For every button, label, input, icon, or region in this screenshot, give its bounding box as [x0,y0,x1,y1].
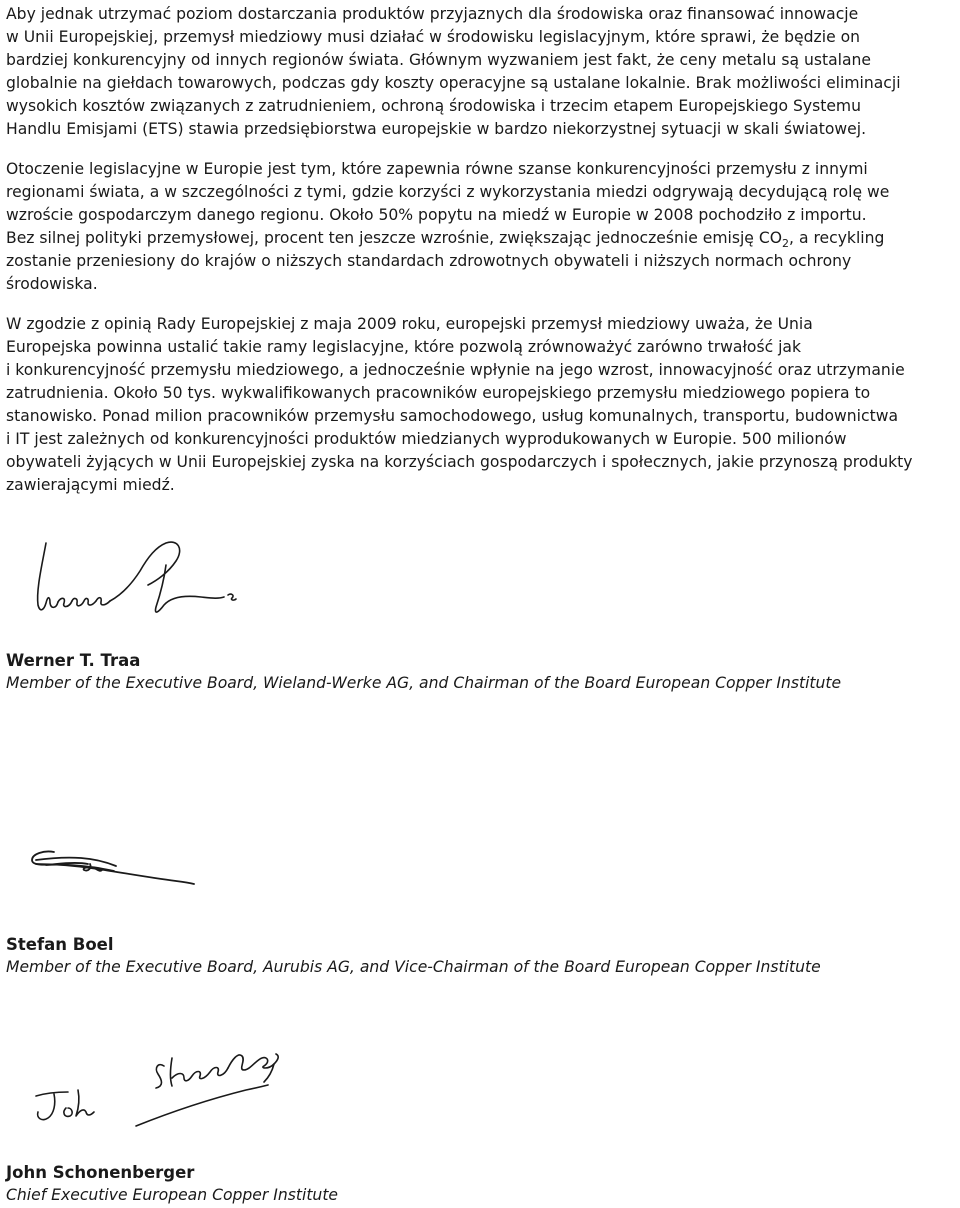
paragraph-1 [6,3,958,141]
text-line: stanowisko. Ponad milion pracowników przemysłu samochodowego, usług komunalnych, transportu, budownictwa [6,407,899,425]
text-line: regionami świata, a w szczególności z tymi, gdzie korzyści z wykorzystania miedzi odgrywają decydującą rolę we [6,183,890,201]
text-line: bardziej konkurencyjny od innych regionów świata. Głównym wyzwaniem jest fakt, że ceny metalu są ustalane [6,51,872,69]
letter-body [6,3,958,497]
signature-block-1 [6,535,946,694]
co2-line-after: , a recykling [789,229,885,247]
paragraph-3 [6,313,958,497]
handwritten-signature-boel [6,838,206,928]
text-line: środowiska. [6,275,98,293]
signatory-name: John Schonenberger [6,1163,195,1182]
handwritten-signature-schonenberger [6,1038,306,1158]
text-line: wzroście gospodarczym danego regionu. Około 50% popytu na miedź w Europie w 2008 pochodziło z importu. [6,206,867,224]
signatory-name: Stefan Boel [6,935,114,954]
signature-block-3 [6,1038,946,1206]
text-line: Otoczenie legislacyjne w Europie jest tym, które zapewnia równe szanse konkurencyjności przemysłu z innymi [6,160,868,178]
text-line: w Unii Europejskiej, przemysł miedziowy musi działać w środowisku legislacyjnym, które sprawi, że będzie on [6,28,861,46]
text-line: obywateli żyjących w Unii Europejskiej zyska na korzyściach gospodarczych i społecznych, jakie przynoszą produkty [6,453,913,471]
co2-line-before: Bez silnej polityki przemysłowej, procent ten jeszcze wzrośnie, zwiększając jednocześnie emisję CO [6,229,783,247]
text-line: i IT jest zależnych od konkurencyjności produktów miedzianych wyprodukowanych w Europie. 500 milionów [6,430,847,448]
handwritten-signature-traa [6,535,266,650]
signatory-role: Member of the Executive Board, Wieland-Werke AG, and Chairman of the Board European Copper Institute [6,674,842,692]
text-line: Handlu Emisjami (ETS) stawia przedsiębiorstwa europejskie w bardzo niekorzystnej sytuacji w skali światowej. [6,120,867,138]
text-line: Europejska powinna ustalić takie ramy legislacyjne, które pozwolą zrównoważyć zarówno trwałość jak [6,338,802,356]
text-line: zostanie przeniesiony do krajów o niższych standardach zdrowotnych obywateli i niższych normach ochrony [6,252,852,270]
co2-subscript: 2 [782,237,790,250]
text-line: globalnie na giełdach towarowych, podczas gdy koszty operacyjne są ustalane lokalnie. Brak możliwości eliminacji [6,74,901,92]
signature-block-2 [6,838,946,978]
paragraph-2 [6,158,958,296]
text-line: zawierającymi miedź. [6,476,175,494]
text-line: i konkurencyjność przemysłu miedziowego, a jednocześnie wpłynie na jego wzrost, innowacyjność oraz utrzymanie [6,361,905,379]
text-line-co2 [6,227,958,250]
text-line: Aby jednak utrzymać poziom dostarczania produktów przyjaznych dla środowiska oraz finansować innowacje [6,5,859,23]
signatory-role: Member of the Executive Board, Aurubis AG, and Vice-Chairman of the Board European Copper Institute [6,958,821,976]
text-line: wysokich kosztów związanych z zatrudnieniem, ochroną środowiska i trzecim etapem Europejskiego Systemu [6,97,861,115]
signatory-role: Chief Executive European Copper Institute [6,1186,339,1204]
text-line: W zgodzie z opinią Rady Europejskiej z maja 2009 roku, europejski przemysł miedziowy uważa, że Unia [6,315,813,333]
text-line: zatrudnienia. Około 50 tys. wykwalifikowanych pracowników europejskiego przemysłu miedziowego popiera to [6,384,871,402]
signatory-name: Werner T. Traa [6,651,141,670]
